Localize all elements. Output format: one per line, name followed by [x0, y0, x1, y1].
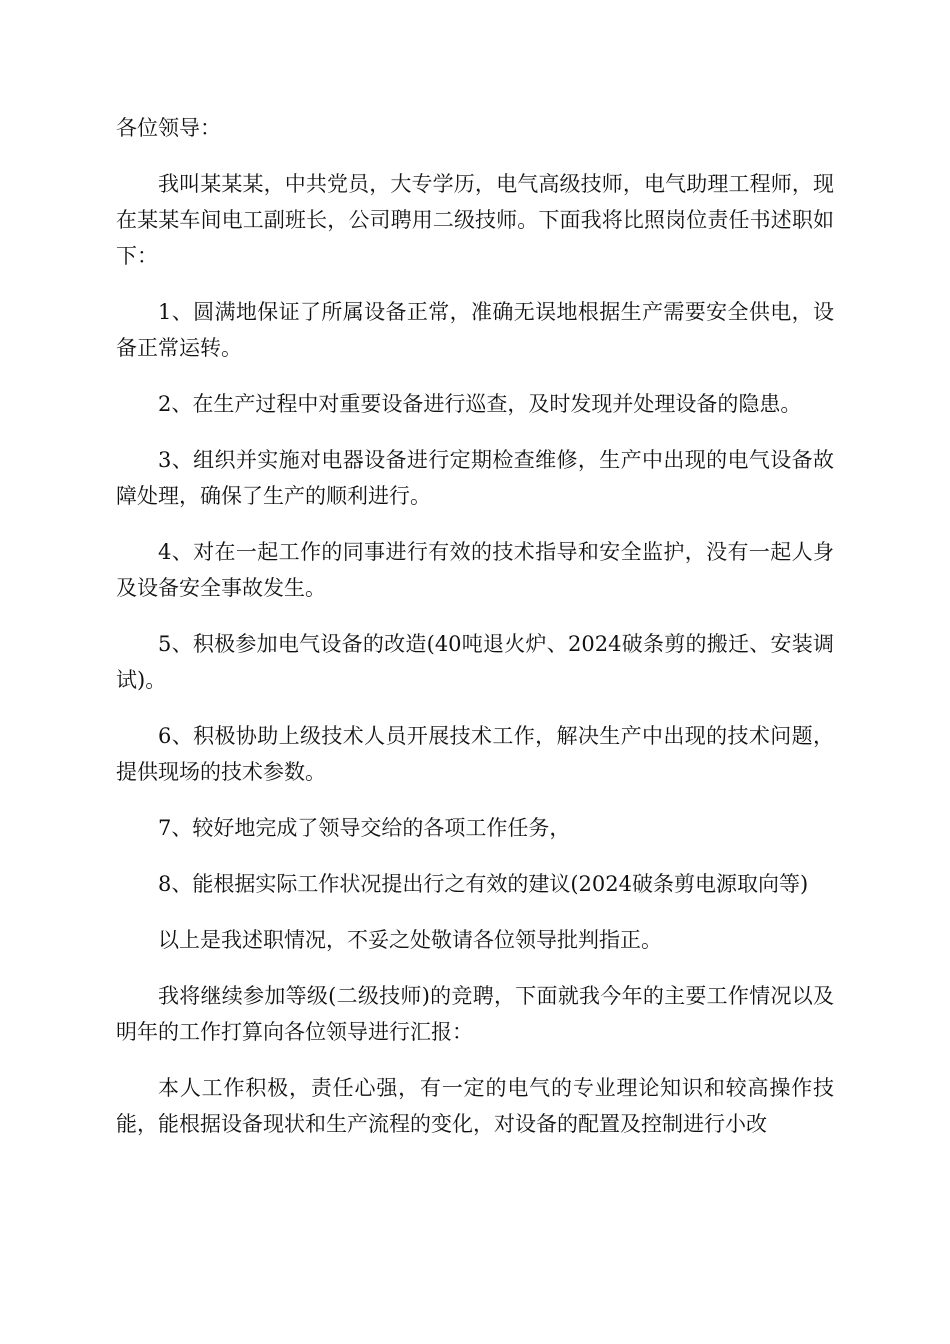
paragraph-competition: 我将继续参加等级(二级技师)的竞聘，下面就我今年的主要工作情况以及明年的工作打算向各位领导进行汇报：: [116, 984, 834, 1044]
paragraph-item-7: 7、较好地完成了领导交给的各项工作任务，: [158, 816, 571, 840]
paragraph-item-6: 6、积极协助上级技术人员开展技术工作，解决生产中出现的技术问题，提供现场的技术参数。: [116, 724, 834, 784]
paragraph-item-5: 5、积极参加电气设备的改造(40吨退火炉、2024破条剪的搬迁、安装调试)。: [116, 632, 834, 692]
salutation: 各位领导：: [116, 116, 221, 140]
document-body: [116, 110, 834, 1162]
paragraph-self-assessment: 本人工作积极，责任心强，有一定的电气的专业理论知识和较高操作技能，能根据设备现状和生产流程的变化，对设备的配置及控制进行小改: [116, 1076, 834, 1136]
paragraph-item-8: 8、能根据实际工作状况提出行之有效的建议(2024破条剪电源取向等): [158, 872, 809, 896]
paragraph-item-4: 4、对在一起工作的同事进行有效的技术指导和安全监护，没有一起人身及设备安全事故发生。: [116, 540, 834, 600]
paragraph-item-1: 1、圆满地保证了所属设备正常，准确无误地根据生产需要安全供电，设备正常运转。: [116, 300, 834, 360]
paragraph-item-2: 2、在生产过程中对重要设备进行巡查，及时发现并处理设备的隐患。: [158, 392, 802, 416]
paragraph-closing: 以上是我述职情况，不妥之处敬请各位领导批判指正。: [158, 928, 662, 952]
paragraph-intro: 我叫某某某，中共党员，大专学历，电气高级技师，电气助理工程师，现在某某车间电工副班长，公司聘用二级技师。下面我将比照岗位责任书述职如下：: [116, 172, 834, 268]
paragraph-item-3: 3、组织并实施对电器设备进行定期检查维修，生产中出现的电气设备故障处理，确保了生产的顺利进行。: [116, 448, 834, 508]
